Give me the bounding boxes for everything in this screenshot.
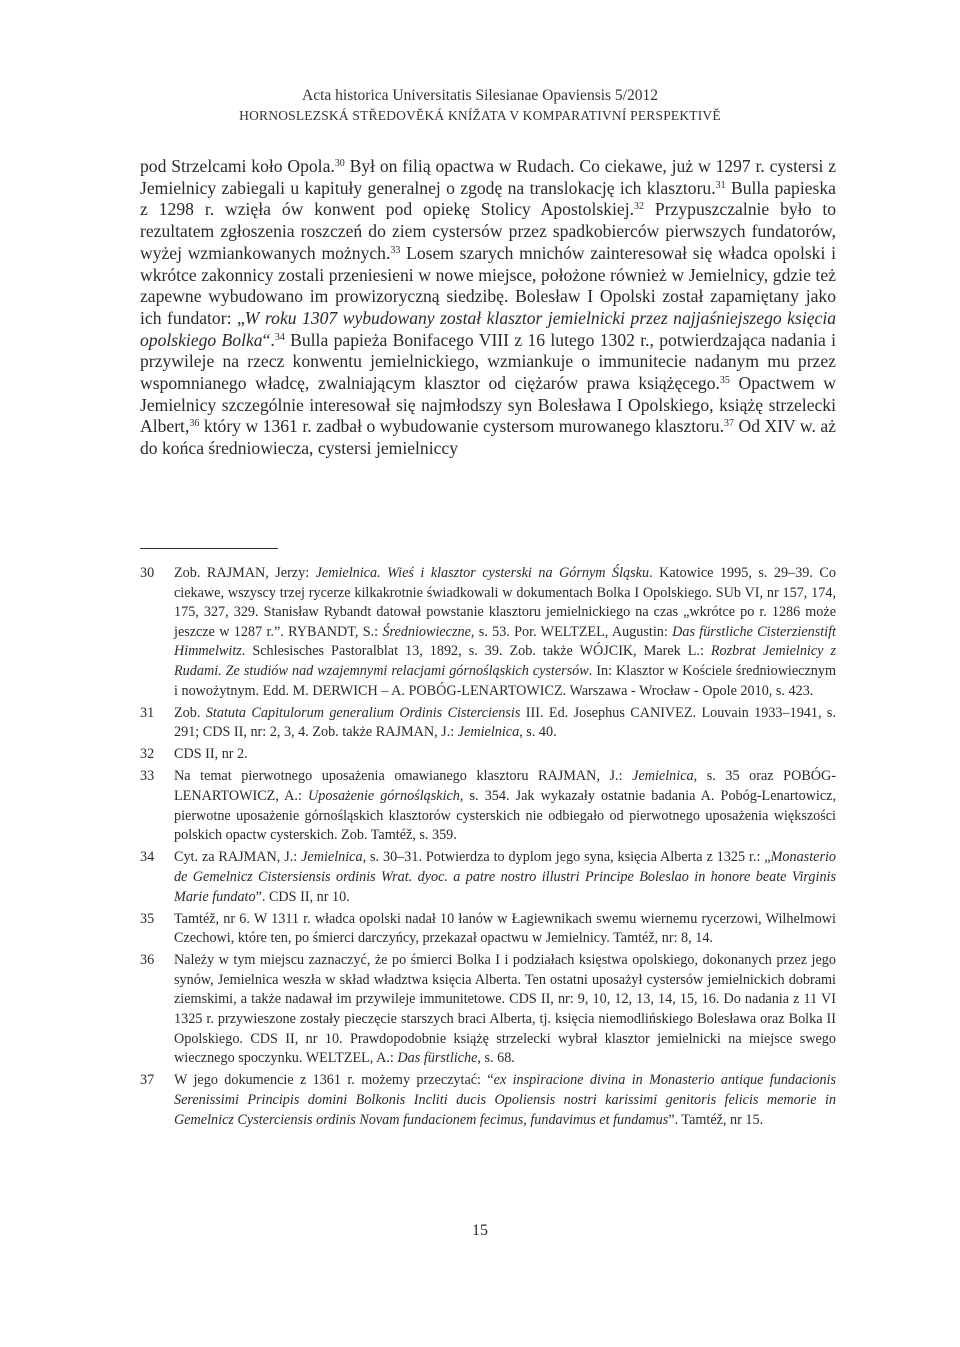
footnote-ref-35[interactable]: 35 bbox=[719, 375, 730, 387]
footnote-divider bbox=[140, 548, 278, 549]
quotation: W roku 1307 wybudowany został klasztor jemielnicki przez najjaśniejszego księcia opolskiego Bolka bbox=[140, 307, 837, 350]
footnote-ref-33[interactable]: 33 bbox=[390, 244, 401, 256]
footnote-text: W jego dokumencie z 1361 r. możemy przeczytać: “ex inspiracione divina in Monasterio antique fundacionis Serenissimi Principis domini Bolkonis Incliti ducis Opoliensis nostri karissimi genitoris felicis memorie in Gemelnicz Cysterciensis ordinis Novam fundacionem fecimus, fundavimus et fundamus”. Tamtéž, nr 15. bbox=[174, 1072, 836, 1128]
footnote-number: 37 bbox=[140, 1072, 155, 1089]
footnote-33 bbox=[140, 767, 836, 845]
body-text-segment: Bulla papieska z 1298 r. wzięła ów konwent pod opiekę Stolicy Apostolskiej. bbox=[140, 177, 836, 220]
footnote-number: 32 bbox=[140, 746, 155, 763]
body-text-segment: Bulla papieża Bonifacego VIII z 16 lutego 1302 r., potwierdzająca nadania i przywileje na rzecz konwentu jemielnickiego, wzmiankuje o immunitecie nadanym mu przez wspomnianego władcę, zwalniającym klasztor od ciężarów prawa książęcego. bbox=[140, 329, 836, 394]
footnote-text: Tamtéž, nr 6. W 1311 r. władca opolski nadał 10 łanów w Łagiewnikach swemu wiernemu rycerzowi, Wilhelmowi Czechowi, które ten, po śmierci darczyńcy, przekazał opactwu w Jemielnicy. Tamtéž, nr: 8, 14. bbox=[174, 910, 836, 947]
page-number: 15 bbox=[472, 1222, 488, 1239]
body-text-segment: Przypuszczalnie było to rezultatem zgłoszenia roszczeń do ziem cystersów przez spadkobierców pierwszych fundatorów, wyżej wzmiankowanych możnych. bbox=[140, 199, 837, 263]
footnote-text: Należy w tym miejscu zaznaczyć, że po śmierci Bolka I i podziałach księstwa opolskiego, dokonanych przez jego synów, Jemielnica weszła w skład władztwa księcia Alberta. Ten ostatni uposażył cystersów jemielnickich dobrami ziemskimi, a także nadawał im przywileje immunitetowe. CDS II, nr: 9, 10, 12, 13, 14, 15, 16. Do nadania z 11 VI 1325 r. przywieszone zostały pieczęcie starszych braci Alberta, tj. księcia niemodlińskiego Bolesława oraz Bolka II Opolskiego. CDS II, nr 10. Prawdopodobnie książę strzelecki wybrał klasztor jemielnicki na miejsce swego wiecznego spoczynku. WELTZEL, A.: Das fürstliche, s. 68. bbox=[174, 952, 836, 1067]
footnote-text: Zob. RAJMAN, Jerzy: Jemielnica. Wieś i klasztor cysterski na Górnym Śląsku. Katowice 1995, s. 29–39. Co ciekawe, wszyscy trzej rycerze kilkakrotnie świadkowali w dokumentach Bolka I Opolskiego. SUb VI, nr 157, 174, 175, 327, 329. Stanisław Rybandt datował powstanie klasztoru jemielnickiego na czas „wkrótce po r. 1286 może jeszcze w 1287 r.”. RYBANDT, S.: Średniowieczne, s. 53. Por. WELTZEL, Augustin: Das fürstliche Cisterzienstift Himmelwitz. Schlesisches Pastoralblat 13, 1892, s. 39. Zob. także WÓJCIK, Marek L.: Rozbrat Jemielnicy z Rudami. Ze studiów nad wzajemnymi relacjami górnośląskich cystersów. In: Klasztor w Kościele średniowiecznym i nowożytnym. Edd. M. DERWICH – A. POBÓG-LENARTOWICZ. Warszawa - Wrocław - Opole 2010, s. 423. bbox=[174, 565, 836, 699]
body-text-segment: Losem szarych mnichów zainteresował się władca opolski i wkrótce zakonnicy zostali przeniesieni w nowe miejsce, położone również w Jemielnicy, gdzie też zapewne wybudowano im prowizoryczną siedzibę. Bolesław I Opolski został zapamiętany jako ich fundator: „ bbox=[140, 242, 836, 328]
volume-title: HORNOSLEZSKÁ STŘEDOVĚKÁ KNÍŽATA V KOMPARATIVNÍ PERSPEKTIVĚ bbox=[239, 108, 721, 123]
running-header bbox=[0, 86, 960, 126]
body-text-segment: “. bbox=[262, 329, 275, 350]
footnote-number: 35 bbox=[140, 910, 155, 927]
body-text-segment: pod Strzelcami koło Opola. bbox=[140, 156, 335, 176]
footnote-number: 33 bbox=[140, 768, 155, 785]
footnote-32 bbox=[140, 745, 836, 765]
body-text-segment: Był on filią opactwa w Rudach. Co ciekawe, już w 1297 r. cystersi z Jemielnicy zabiegali u kapituły generalnej o zgodę na translokację ich klasztoru. bbox=[140, 156, 836, 198]
footnote-ref-34[interactable]: 34 bbox=[274, 331, 285, 343]
footnote-number: 34 bbox=[140, 849, 155, 866]
footnote-ref-31[interactable]: 31 bbox=[715, 179, 726, 191]
journal-title: Acta historica Universitatis Silesianae Opaviensis 5/2012 bbox=[302, 87, 658, 104]
footnote-37 bbox=[140, 1071, 836, 1130]
footnote-ref-37[interactable]: 37 bbox=[724, 418, 735, 430]
footnote-36 bbox=[140, 951, 836, 1069]
main-text bbox=[140, 156, 836, 460]
footnote-31 bbox=[140, 704, 836, 743]
body-text-segment: Opactwem w Jemielnicy szczególnie interesował się najmłodszy syn Bolesława I Opolskiego, książę strzelecki Albert, bbox=[140, 373, 837, 437]
footnote-ref-30[interactable]: 30 bbox=[334, 158, 345, 169]
footnote-number: 36 bbox=[140, 952, 155, 969]
footnote-text: Cyt. za RAJMAN, J.: Jemielnica, s. 30–31. Potwierdza to dyplom jego syna, księcia Alberta z 1325 r.: „Monasterio de Gemelnicz Cistersiensis ordinis Wrat. dyoc. a patre nostro illustri Principe Boleslao in honore beate Virginis Marie fundato”. CDS II, nr 10. bbox=[174, 849, 836, 905]
footnote-ref-36[interactable]: 36 bbox=[189, 418, 200, 430]
body-text-segment: Od XIV w. aż do końca średniowiecza, cystersi jemielniccy bbox=[140, 416, 836, 459]
footnote-ref-32[interactable]: 32 bbox=[634, 201, 644, 213]
body-paragraph bbox=[140, 156, 836, 460]
footnote-35 bbox=[140, 910, 836, 949]
footnote-number: 31 bbox=[140, 704, 155, 721]
footnote-number: 30 bbox=[140, 565, 155, 581]
footnote-text: Na temat pierwotnego uposażenia omawianego klasztoru RAJMAN, J.: Jemielnica, s. 35 oraz POBÓG-LENARTOWICZ, A.: Uposażenie górnośląskich, s. 354. Jak wykazały ostatnie badania A. Pobóg-Lenartowicz, pierwotne uposażenie górnośląskich klasztorów cysterskich nie odbiegało od pierwotnego uposażenia większości polskich opactw cysterskich. Zob. Tamtéž, s. 359. bbox=[174, 768, 836, 844]
body-text-segment: który w 1361 r. zadbał o wybudowanie cystersom murowanego klasztoru. bbox=[199, 416, 725, 437]
footnote-34 bbox=[140, 848, 836, 907]
footnote-30 bbox=[140, 564, 836, 701]
footnote-text: CDS II, nr 2. bbox=[174, 746, 248, 763]
footnote-text: Zob. Statuta Capitulorum generalium Ordinis Cisterciensis III. Ed. Josephus CANIVEZ. Louvain 1933–1941, s. 291; CDS II, nr: 2, 3, 4. Zob. także RAJMAN, J.: Jemielnica, s. 40. bbox=[174, 704, 836, 741]
footnotes bbox=[140, 564, 836, 1133]
